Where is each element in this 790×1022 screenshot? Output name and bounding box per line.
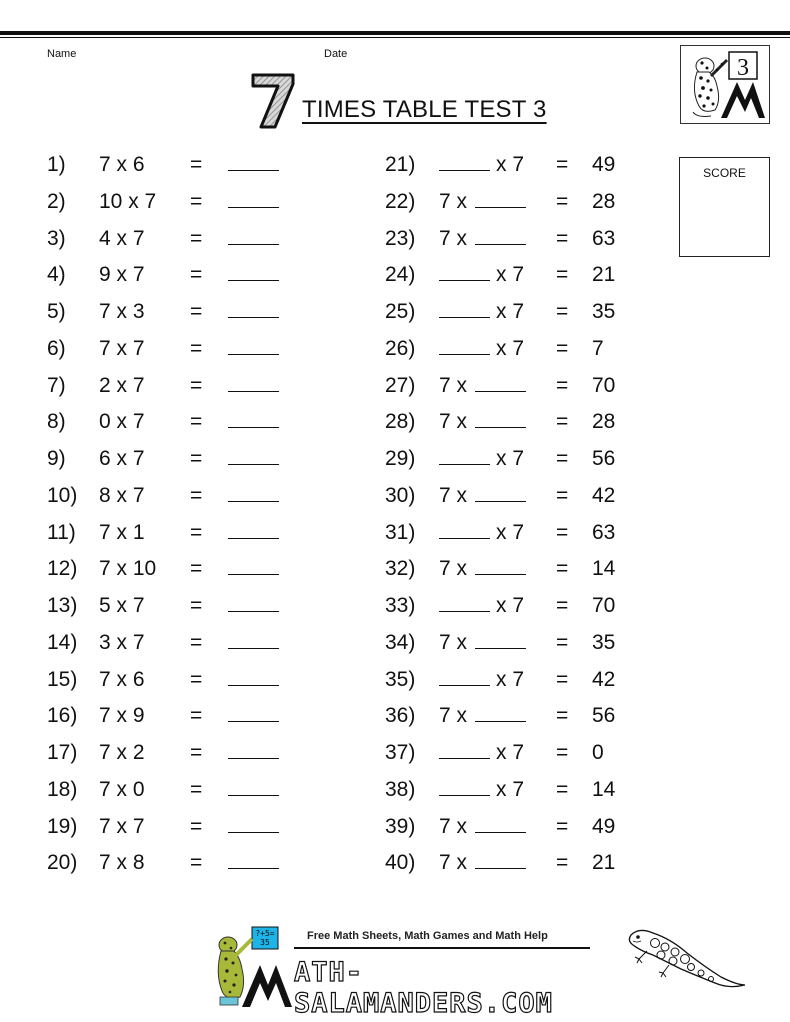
question-expression: 3 x 7	[99, 630, 145, 654]
question-result: 21	[592, 851, 616, 875]
question-number: 30)	[385, 483, 416, 507]
answer-blank[interactable]	[439, 775, 490, 796]
question-number: 4)	[47, 263, 66, 287]
question-expression: 7 x 1	[99, 520, 145, 544]
question-expression: x 7	[496, 594, 525, 617]
question-number: 35)	[385, 667, 416, 691]
equals-sign: =	[556, 667, 569, 691]
question-expression: 8 x 7	[99, 483, 145, 507]
question-result: 14	[592, 777, 616, 801]
question-number: 9)	[47, 447, 66, 470]
equals-sign: =	[190, 557, 203, 581]
question-number: 6)	[47, 336, 66, 360]
score-label: SCORE	[703, 166, 746, 180]
question-number: 5)	[47, 300, 66, 323]
question-expression: 7 x	[439, 410, 468, 434]
question-number: 17)	[47, 741, 78, 764]
question-result: 42	[592, 483, 616, 507]
equals-sign: =	[556, 410, 569, 434]
equals-sign: =	[190, 520, 203, 544]
answer-blank[interactable]	[475, 554, 526, 575]
question-expression: 7 x 6	[99, 153, 145, 176]
question-row	[0, 775, 660, 805]
question-expression: 6 x 7	[99, 447, 145, 470]
question-number: 37)	[385, 741, 416, 764]
date-label: Date	[324, 48, 348, 60]
big-seven-icon	[250, 72, 296, 130]
question-row	[0, 187, 660, 217]
question-result: 14	[592, 557, 616, 581]
question-expression: 7 x 2	[99, 741, 145, 764]
question-number: 38)	[385, 777, 416, 801]
svg-text:?+5=: ?+5=	[255, 929, 275, 938]
equals-sign: =	[556, 851, 569, 875]
equals-sign: =	[190, 447, 203, 470]
question-expression: 7 x	[439, 226, 468, 250]
question-expression: 4 x 7	[99, 226, 145, 250]
score-box[interactable]	[679, 157, 770, 257]
question-row	[0, 407, 660, 437]
salamander-teacher-icon	[681, 46, 769, 123]
equals-sign: =	[556, 336, 569, 360]
name-label: Name	[47, 48, 77, 60]
equals-sign: =	[190, 704, 203, 728]
question-expression: 7 x 10	[99, 557, 157, 581]
question-number: 32)	[385, 557, 416, 581]
question-expression: 7 x 3	[99, 300, 145, 323]
question-expression: x 7	[496, 153, 525, 176]
answer-blank[interactable]	[439, 738, 490, 759]
question-number: 40)	[385, 851, 416, 875]
equals-sign: =	[190, 630, 203, 654]
equals-sign: =	[190, 667, 203, 691]
question-row	[0, 554, 660, 584]
question-expression: 5 x 7	[99, 594, 145, 617]
question-expression: 2 x 7	[99, 373, 145, 397]
equals-sign: =	[190, 153, 203, 176]
question-result: 7	[592, 336, 604, 360]
equals-sign: =	[556, 814, 569, 838]
footer-brand-text[interactable]: ATH-SALAMANDERS.COM	[294, 957, 553, 1019]
question-expression: x 7	[496, 300, 525, 323]
question-result: 21	[592, 263, 616, 287]
answer-blank[interactable]	[439, 297, 490, 318]
question-expression: x 7	[496, 667, 525, 691]
question-number: 28)	[385, 410, 416, 434]
question-number: 27)	[385, 373, 416, 397]
question-expression: 7 x	[439, 704, 468, 728]
answer-blank[interactable]	[475, 812, 526, 833]
question-expression: x 7	[496, 263, 525, 287]
question-expression: 7 x	[439, 814, 468, 838]
equals-sign: =	[556, 226, 569, 250]
question-expression: 7 x 0	[99, 777, 145, 801]
question-number: 16)	[47, 704, 78, 728]
answer-blank[interactable]	[439, 665, 490, 686]
question-row	[0, 591, 660, 621]
question-expression: 7 x	[439, 630, 468, 654]
equals-sign: =	[556, 520, 569, 544]
equals-sign: =	[190, 300, 203, 323]
question-number: 2)	[47, 189, 66, 213]
question-number: 29)	[385, 447, 416, 470]
question-number: 26)	[385, 336, 416, 360]
question-number: 15)	[47, 667, 78, 691]
footer-divider	[294, 947, 590, 949]
answer-blank[interactable]	[439, 444, 490, 465]
page-title: TIMES TABLE TEST 3	[302, 96, 547, 123]
question-expression: 7 x 7	[99, 814, 145, 838]
answer-blank[interactable]	[439, 591, 490, 612]
question-number: 20)	[47, 851, 78, 875]
question-number: 8)	[47, 410, 66, 434]
footer-logo	[212, 925, 582, 1019]
question-result: 63	[592, 226, 616, 250]
question-expression: 7 x 8	[99, 851, 145, 875]
question-expression: 7 x	[439, 189, 468, 213]
question-row	[0, 481, 660, 511]
question-row	[0, 628, 660, 658]
equals-sign: =	[190, 263, 203, 287]
question-row	[0, 444, 660, 474]
equals-sign: =	[556, 594, 569, 617]
question-result: 63	[592, 520, 616, 544]
question-result: 42	[592, 667, 616, 691]
question-expression: 0 x 7	[99, 410, 145, 434]
question-row	[0, 297, 660, 327]
answer-blank[interactable]	[475, 628, 526, 649]
question-row	[0, 665, 660, 695]
answer-blank[interactable]	[439, 260, 490, 281]
question-number: 24)	[385, 263, 416, 287]
question-row	[0, 812, 660, 842]
question-row	[0, 701, 660, 731]
top-rule-thick	[0, 31, 790, 35]
question-row	[0, 518, 660, 548]
question-number: 36)	[385, 704, 416, 728]
math-salamanders-logo	[680, 45, 770, 124]
equals-sign: =	[190, 373, 203, 397]
question-number: 39)	[385, 814, 416, 838]
question-expression: 7 x	[439, 557, 468, 581]
question-row	[0, 150, 660, 180]
equals-sign: =	[556, 557, 569, 581]
question-result: 70	[592, 373, 616, 397]
equals-sign: =	[190, 483, 203, 507]
footer-tagline: Free Math Sheets, Math Games and Math Help	[307, 930, 548, 942]
equals-sign: =	[556, 630, 569, 654]
question-expression: 7 x	[439, 851, 468, 875]
equals-sign: =	[190, 814, 203, 838]
question-row	[0, 260, 660, 290]
question-expression: x 7	[496, 520, 525, 544]
equals-sign: =	[556, 153, 569, 176]
question-number: 10)	[47, 483, 78, 507]
question-expression: 9 x 7	[99, 263, 145, 287]
equals-sign: =	[190, 594, 203, 617]
question-expression: 7 x 6	[99, 667, 145, 691]
question-number: 14)	[47, 630, 78, 654]
answer-blank[interactable]	[475, 187, 526, 208]
equals-sign: =	[190, 741, 203, 764]
question-result: 0	[592, 741, 604, 764]
question-result: 49	[592, 814, 616, 838]
svg-text:35: 35	[260, 938, 270, 947]
answer-blank[interactable]	[439, 150, 490, 171]
answer-blank[interactable]	[439, 518, 490, 539]
top-rule-thin	[0, 37, 790, 38]
question-number: 3)	[47, 226, 66, 250]
answer-blank[interactable]	[475, 701, 526, 722]
equals-sign: =	[556, 704, 569, 728]
question-number: 13)	[47, 594, 78, 617]
question-result: 49	[592, 153, 616, 176]
equals-sign: =	[190, 189, 203, 213]
equals-sign: =	[556, 300, 569, 323]
question-number: 22)	[385, 189, 416, 213]
question-result: 35	[592, 630, 616, 654]
question-result: 35	[592, 300, 616, 323]
question-result: 70	[592, 594, 616, 617]
question-expression: 7 x 9	[99, 704, 145, 728]
salamander-mascot-icon	[625, 925, 745, 995]
question-result: 56	[592, 704, 616, 728]
equals-sign: =	[190, 410, 203, 434]
answer-blank[interactable]	[475, 481, 526, 502]
equals-sign: =	[190, 851, 203, 875]
equals-sign: =	[556, 777, 569, 801]
question-number: 33)	[385, 594, 416, 617]
question-result: 56	[592, 447, 616, 470]
question-expression: x 7	[496, 741, 525, 764]
equals-sign: =	[556, 447, 569, 470]
answer-blank[interactable]	[439, 334, 490, 355]
question-number: 12)	[47, 557, 78, 581]
question-number: 34)	[385, 630, 416, 654]
question-expression: 7 x	[439, 373, 468, 397]
equals-sign: =	[556, 373, 569, 397]
question-expression: x 7	[496, 447, 525, 470]
equals-sign: =	[556, 741, 569, 764]
question-row	[0, 848, 660, 878]
question-result: 28	[592, 410, 616, 434]
question-row	[0, 371, 660, 401]
question-number: 21)	[385, 153, 416, 176]
question-expression: x 7	[496, 777, 525, 801]
question-number: 7)	[47, 373, 66, 397]
question-number: 25)	[385, 300, 416, 323]
equals-sign: =	[556, 483, 569, 507]
answer-blank[interactable]	[475, 224, 526, 245]
question-expression: x 7	[496, 336, 525, 360]
question-number: 1)	[47, 153, 66, 176]
question-number: 23)	[385, 226, 416, 250]
answer-blank[interactable]	[475, 848, 526, 869]
question-result: 28	[592, 189, 616, 213]
svg-text:3: 3	[737, 55, 749, 81]
salamander-chalkboard-icon	[212, 925, 292, 1010]
equals-sign: =	[556, 263, 569, 287]
equals-sign: =	[190, 226, 203, 250]
question-expression: 7 x	[439, 483, 468, 507]
question-number: 18)	[47, 777, 78, 801]
question-row	[0, 224, 660, 254]
answer-blank[interactable]	[475, 407, 526, 428]
equals-sign: =	[190, 777, 203, 801]
equals-sign: =	[190, 336, 203, 360]
question-number: 31)	[385, 520, 416, 544]
answer-blank[interactable]	[475, 371, 526, 392]
question-row	[0, 334, 660, 364]
question-row	[0, 738, 660, 768]
equals-sign: =	[556, 189, 569, 213]
question-number: 11)	[47, 520, 76, 544]
question-number: 19)	[47, 814, 78, 838]
question-expression: 7 x 7	[99, 336, 145, 360]
worksheet-title-block	[250, 66, 547, 130]
question-expression: 10 x 7	[99, 189, 157, 213]
